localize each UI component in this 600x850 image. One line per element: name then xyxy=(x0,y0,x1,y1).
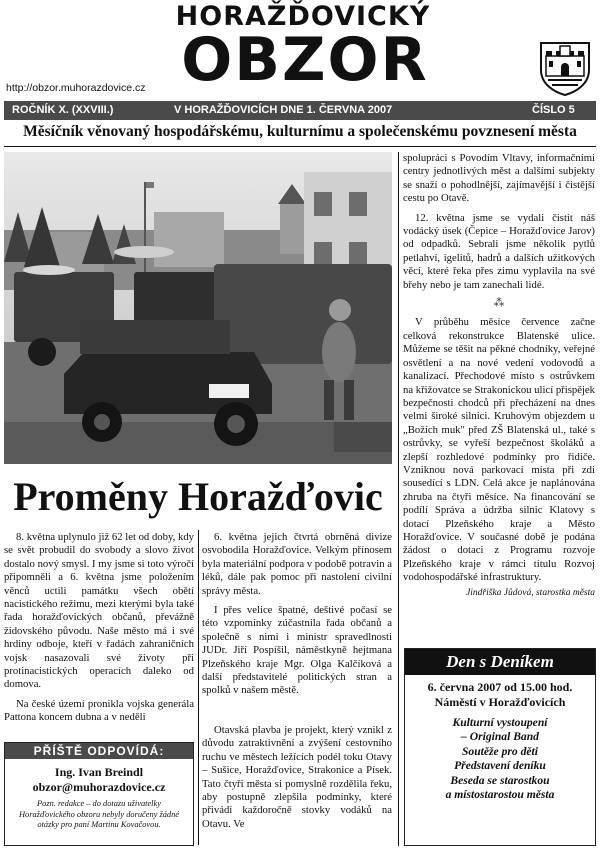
article-paragraph: 12. května jsme se vydali čistit náš vodácký úsek (Čepice – Horažďovice Jarov) od odpadků. Sebrali jsme několik pytlů petlahví, igelitů, hadrů a dalších užitkových věcí, které řeka přes zimu vyplavila na své břehy nebo je tam zanechali lidé. xyxy=(403,211,595,291)
issue-date: V HORAŽĎOVICÍCH DNE 1. ČERVNA 2007 xyxy=(174,104,393,116)
article-column-2 xyxy=(202,531,392,831)
main-headline: Proměny Horažďovic xyxy=(13,474,383,519)
issue-number: ČÍSLO 5 xyxy=(532,104,575,116)
event-program-item: Představení deníku xyxy=(454,759,546,773)
event-program-list xyxy=(405,716,595,802)
section-divider-icon: ⁂ xyxy=(493,297,505,310)
editor-note: Pozn. redakce – do dotazu uživatelky Horažďovického obzoru nebyly doručeny žádné otázky pro paní Martinu Kovačovou. xyxy=(19,799,179,830)
next-answers-title: PŘÍŠTĚ ODPOVÍDÁ: xyxy=(5,743,193,759)
volume-label: ROČNÍK X. (XXVIII.) xyxy=(12,104,114,116)
tagline: Měsíčník věnovaný hospodářskému, kulturnímu a společenskému povznesení města xyxy=(23,123,577,140)
article-paragraph: 8. května uplynulo již 62 let od doby, kdy se svět probudil do svobody a slovo život dostalo nový smysl. I my jsme si toto výročí připomněli a 6. května jsme položením věnců uctili památku všech obětí nacistického režimu, mezi kterými byla také řada horažďovických občanů, převážně židovského původu. Naše město má i své hrdiny odboje, kteří v řadách zahraničních vojsk nasazovali své životy při protinacistických operacích daleko od domova. xyxy=(4,531,195,691)
article-paragraph: I přes velice špatné, deštivé počasí se této vzpomínky zúčastnila řada občanů a společně s nimi i ministr spravedlnosti JUDr. Jiří Pospíšil, náměstkyně hejtmana Plzeňského kraje Mgr. Olga Kalčíková a další představitelé politických stran a spolků v našem městě. xyxy=(202,604,392,697)
article-signature: Jindřiška Jůdová, starostka města xyxy=(466,587,595,598)
article-paragraph: V průběhu měsíce července začne celková rekonstrukce Blatenské ulice. Můžeme se těšit na pěkné chodníky, veřejné osvětlení a na nové vedení vodovodů a kanalizací. Přechodové místo s ostrůvkem na křižovatce se Strakonickou ulicí přispějek bezpečnosti chodců při přecházení na dnes velmi široké silnici. Kruhovým objezdem u „Božích muk" před ZŠ Blatenská ul., také s ostrůvky, se vyřeší bezpečnost školáků a zlepší rozhledové podmínky pro řidiče. Vzniknou nová parkovací místa při zdi sousedící s LDN. Celá akce je naplánována zhruba na čtyři měsíce. Na financování se podílí Správa a údržba silnic Klatovy s dotací Plzeňského kraje a Město Horažďovice. V současné době je podána žádost o dotaci z Programu rozvoje Plzeňského kraje v rámci titulu Rozvoj vodohospodářské infrastruktury. xyxy=(403,316,596,584)
front-page-photo xyxy=(4,152,392,464)
event-program-item: – Original Band xyxy=(461,730,539,744)
next-answers-email[interactable]: obzor@muhorazdovice.cz xyxy=(32,780,166,794)
issue-info-bar xyxy=(4,101,596,120)
article-paragraph: Na české území pronikla vojska generála Pattona koncem dubna a v neděli xyxy=(4,697,194,724)
header-rule xyxy=(4,146,596,147)
column-divider xyxy=(398,152,399,846)
article-paragraph: spolupráci s Povodím Vltavy, informačními centry jednotlivých měst a dalšími subjekty se snaží o pohodlnější, zajímavější i čistější cestu po Otavě. xyxy=(403,152,595,205)
town-crest-logo xyxy=(538,40,592,96)
event-place: Náměstí v Horažďovicích xyxy=(434,695,566,709)
article-column-1 xyxy=(4,531,194,725)
event-program-item: Soutěže pro děti xyxy=(461,744,538,758)
event-program-item: a místostarostou města xyxy=(445,788,555,802)
event-date: 6. června 2007 od 15.00 hod. xyxy=(427,680,573,694)
next-answers-box xyxy=(4,742,194,846)
website-url[interactable]: http://obzor.muhorazdovice.cz xyxy=(6,82,146,94)
event-program-item: Beseda se starostkou xyxy=(450,773,550,787)
article-paragraph: Otavská plavba je projekt, který vznikl z důvodu zatraktivnění a zvýšení cestovního ruchu ve městech ležících podél toku Otavy – Sušice, Horažďovice, Strakonice a Písek. Tato čtyři města si pomyslně rozdělila řeku, aby postupně zlepšila podmínky, které přivádí každoročně stovky vodáků na Otavu. Ve xyxy=(202,723,392,830)
masthead-subtitle: HORAŽĎOVICKÝ xyxy=(175,1,431,32)
event-title: Den s Deníkem xyxy=(405,649,595,675)
article-paragraph: 6. května jejich čtvrtá obrněná divize osvobodila Horažďovice. Velkým přínosem byla materiální podpora v podobě potravin a léků, dále pak pomoc při nastolení civilní správy města. xyxy=(202,531,392,597)
event-program-item: Kulturní vystoupení xyxy=(452,716,548,729)
masthead-title: OBZOR xyxy=(181,25,429,95)
event-box xyxy=(404,648,596,846)
next-answers-name: Ing. Ivan Breindl xyxy=(54,765,144,779)
article-column-3 xyxy=(403,152,595,600)
column-divider xyxy=(198,530,199,845)
